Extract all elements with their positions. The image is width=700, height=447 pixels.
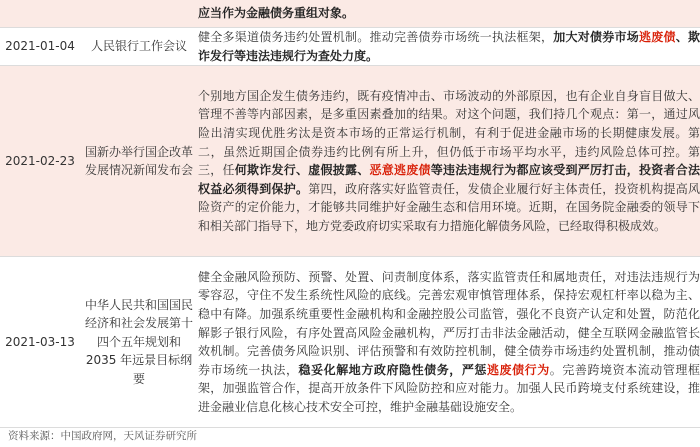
content-segment: 健全多渠道债务违约处置机制。推动完善债券市场统一执法框架， — [198, 30, 554, 44]
content-segment: 稳妥化解地方政府隐性债务，严惩 — [298, 362, 487, 377]
table-row — [0, 257, 700, 428]
issuer-cell: 国新办举行国企改革发展情况新闻发布会 — [80, 66, 198, 257]
content-segment: 加大对债券市场 — [553, 30, 639, 44]
date-cell — [0, 0, 80, 28]
date-cell: 2021-02-23 — [0, 66, 80, 257]
content-segment: 等违法违规行为都应该受到严厉打击，投资者合法权益必须得到保护。 — [198, 163, 700, 196]
date-cell: 2021-01-04 — [0, 28, 80, 66]
content-segment: 应当作为金融债务重组对象。 — [198, 6, 355, 21]
issuer-cell: 人民银行工作会议 — [80, 28, 198, 66]
content-cell — [198, 66, 700, 257]
issuer-cell: 中华人民共和国国民经济和社会发展第十四个五年规划和 2035 年远景目标纲要 — [80, 257, 198, 428]
content-segment: 何欺诈发行、虚假披露、 — [234, 163, 370, 178]
table-row — [0, 0, 700, 28]
content-cell — [198, 0, 700, 28]
table-row — [0, 66, 700, 257]
issuer-cell — [80, 0, 198, 28]
content-segment: 、欺诈发行等违法违规行为查处力度。 — [198, 30, 700, 63]
content-segment: 逃废债 — [638, 30, 676, 44]
content-segment: 逃废债行为 — [486, 362, 550, 377]
content-cell — [198, 257, 700, 428]
date-cell: 2021-03-13 — [0, 257, 80, 428]
content-segment: 个别地方国企发生债务违约，既有疫情冲击、市场波动的外部原因，也有企业自身盲目做大、管理不善等内部因素，是多重因素叠加的结果。对这个问题，我们持几个观点：第一，通过风险出清实现优胜劣汰是资本市场的正常运行机制，有利于促进金融市场的长期健康发展。第二，虽然近期国企债券违约比例有所上升，但仍低于市场平均水平，违约风险总体可控。第三，任 — [198, 88, 700, 178]
source-note: 资料来源：中国政府网，天风证券研究所 — [8, 430, 197, 442]
content-segment: 。完善跨境资本流动管理框架，加强监管合作，提高开放条件下风险防控和应对能力。加强人民币跨境支付系统建设，推进金融业信息化核心技术安全可控，维护金融基础设施安全。 — [198, 362, 700, 414]
content-segment: 健全金融风险预防、预警、处置、问责制度体系，落实监管责任和属地责任，对违法违规行为零容忍，守住不发生系统性风险的底线。完善宏观审慎管理体系，保持宏观杠杆率以稳为主、稳中有降。加强系统重要性金融机构和金融控股公司监管，强化不良资产认定和处置，防范化解影子银行风险，有序处置高风险金融机构，严厉打击非法金融活动，健全互联网金融监管长效机制。完善债务风险识别、评估预警和有效防控机制，健全债券市场违约处置机制，推动债券市场统一执法， — [198, 269, 700, 377]
content-segment: 第四，政府落实好监管责任，发债企业履行好主体责任，投资机构提高风险资产的定价能力，才能够共同维护好金融生态和信用环境。近期，在国务院金融委的领导下和相关部门指导下，地方党委政府切实采取有力措施化解债务风险，已经取得积极成效。 — [198, 181, 700, 233]
content-segment: 恶意逃废债 — [369, 163, 431, 178]
content-cell — [198, 28, 700, 66]
table-row — [0, 28, 700, 66]
